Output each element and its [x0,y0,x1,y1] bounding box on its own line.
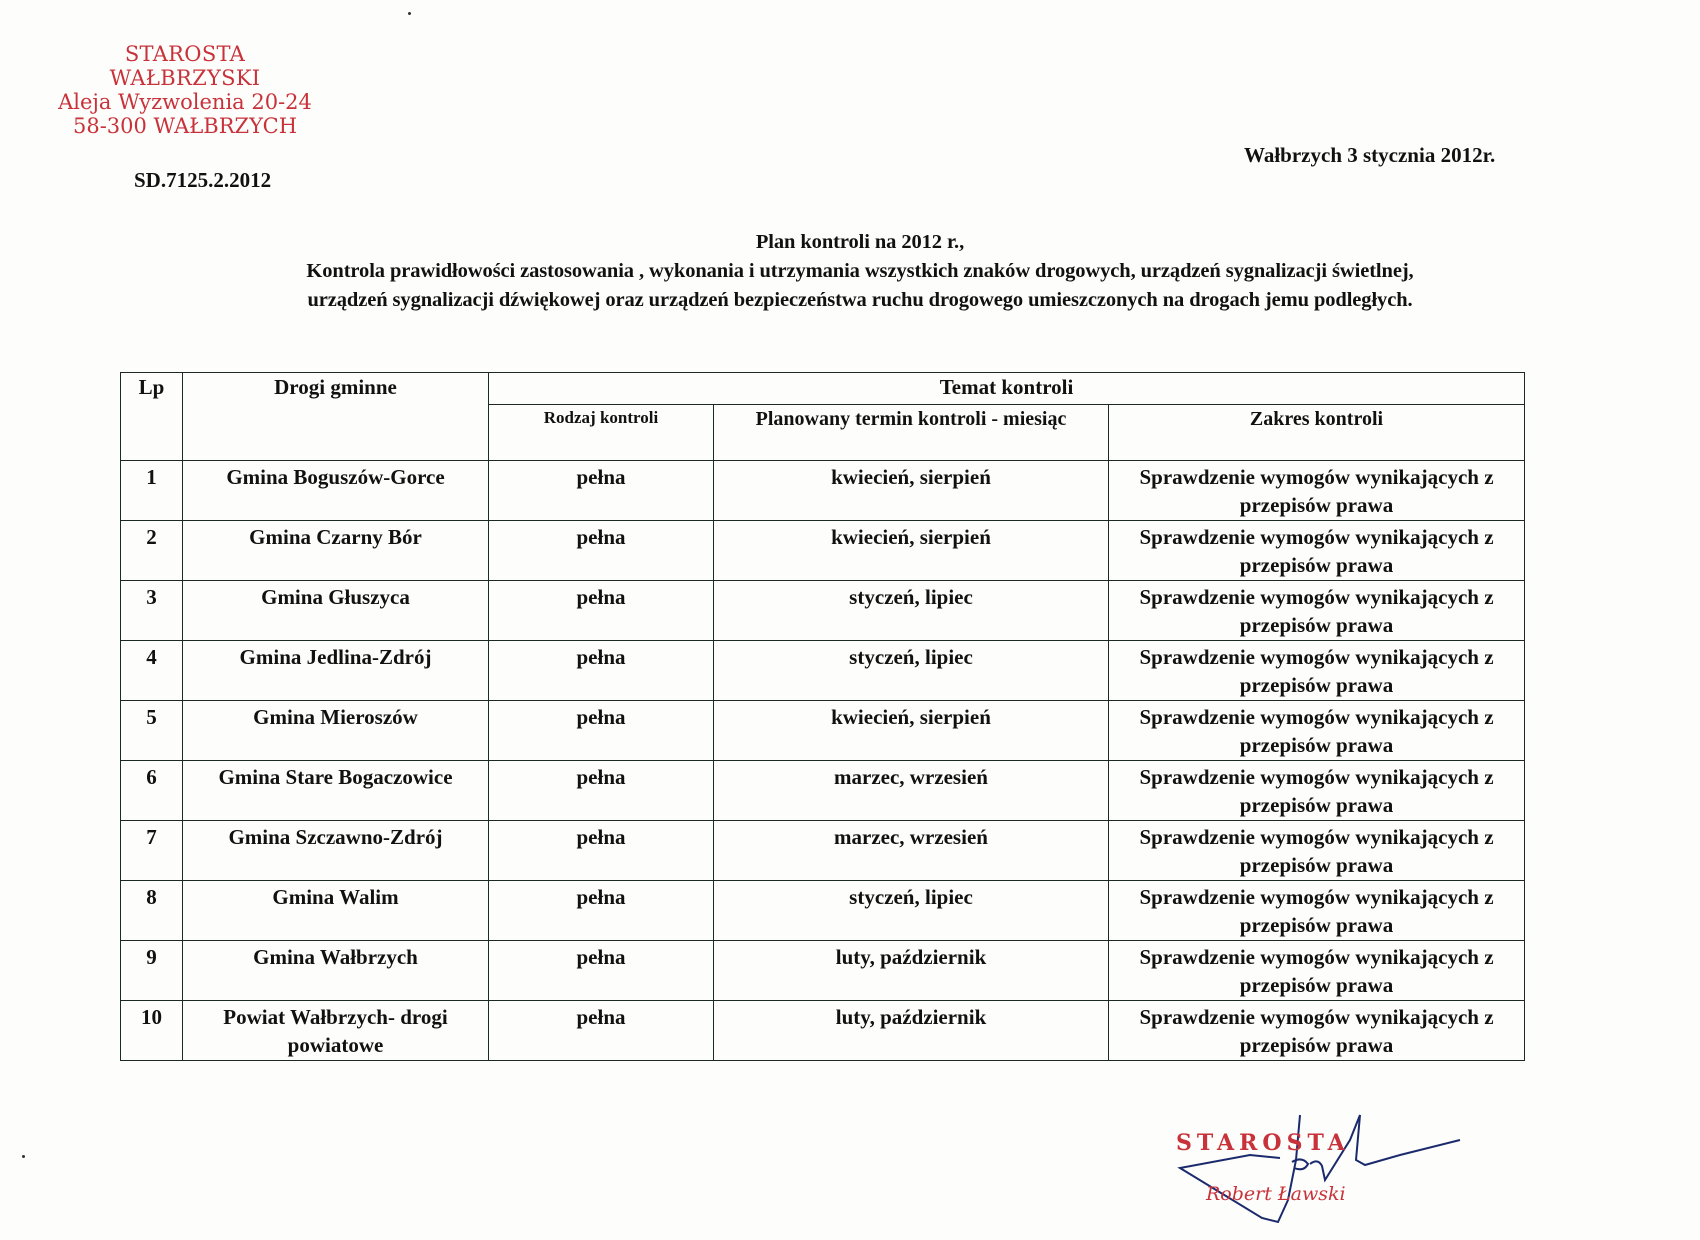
scan-speck [22,1155,25,1158]
cell-term: marzec, wrzesień [714,821,1109,881]
cell-term: marzec, wrzesień [714,761,1109,821]
signature-name: Robert Ławski [1206,1183,1346,1205]
cell-scope: Sprawdzenie wymogów wynikających z przepisów prawa [1109,761,1525,821]
cell-road: Gmina Szczawno-Zdrój [183,821,489,881]
cell-term: luty, październik [714,1001,1109,1061]
document-date: Wałbrzych 3 stycznia 2012r. [1244,143,1496,167]
cell-lp: 5 [121,701,183,761]
cell-road: Gmina Walim [183,881,489,941]
cell-road: Gmina Jedlina-Zdrój [183,641,489,701]
cell-lp: 10 [121,1001,183,1061]
table-row [121,761,1525,821]
cell-type: pełna [489,821,714,881]
cell-lp: 6 [121,761,183,821]
scan-speck [408,12,411,15]
cell-scope: Sprawdzenie wymogów wynikających z przepisów prawa [1109,641,1525,701]
cell-scope: Sprawdzenie wymogów wynikających z przepisów prawa [1109,461,1525,521]
table-row [121,941,1525,1001]
signature-icon [1160,1100,1480,1230]
table-row [121,701,1525,761]
title-line-3: urządzeń sygnalizacji dźwiękowej oraz urządzeń bezpieczeństwa ruchu drogowego umieszczonych na drogach jemu podległych. [307,289,1413,311]
cell-type: pełna [489,701,714,761]
cell-term: kwiecień, sierpień [714,461,1109,521]
cell-road: Gmina Boguszów-Gorce [183,461,489,521]
control-plan-table [120,372,1525,1061]
cell-road: Gmina Głuszyca [183,581,489,641]
document-title [150,228,1570,315]
cell-lp: 8 [121,881,183,941]
cell-type: pełna [489,1001,714,1061]
table-row [121,521,1525,581]
cell-road: Gmina Mieroszów [183,701,489,761]
cell-lp: 3 [121,581,183,641]
cell-scope: Sprawdzenie wymogów wynikających z przepisów prawa [1109,521,1525,581]
stamp-office: STAROSTA WAŁBRZYSKI [109,42,261,90]
cell-type: pełna [489,761,714,821]
cell-lp: 1 [121,461,183,521]
cell-type: pełna [489,461,714,521]
cell-scope: Sprawdzenie wymogów wynikających z przepisów prawa [1109,881,1525,941]
cell-road: Gmina Stare Bogaczowice [183,761,489,821]
header-lp: Lp [121,373,183,461]
cell-road: Powiat Wałbrzych- drogi powiatowe [183,1001,489,1061]
stamp-street: Aleja Wyzwolenia 20-24 [58,90,312,114]
table-row [121,821,1525,881]
cell-scope: Sprawdzenie wymogów wynikających z przepisów prawa [1109,581,1525,641]
header-type: Rodzaj kontroli [489,405,714,461]
table-row [121,461,1525,521]
cell-road: Gmina Czarny Bór [183,521,489,581]
cell-type: pełna [489,521,714,581]
cell-term: luty, październik [714,941,1109,1001]
cell-scope: Sprawdzenie wymogów wynikających z przepisów prawa [1109,941,1525,1001]
cell-term: styczeń, lipiec [714,881,1109,941]
stamp-city: 58-300 WAŁBRZYCH [72,114,298,138]
table-row [121,641,1525,701]
cell-scope: Sprawdzenie wymogów wynikających z przepisów prawa [1109,821,1525,881]
title-line-2: Kontrola prawidłowości zastosowania , wykonania i utrzymania wszystkich znaków drogowych, urządzeń sygnalizacji świetlnej, [306,260,1414,282]
cell-term: kwiecień, sierpień [714,521,1109,581]
cell-scope: Sprawdzenie wymogów wynikających z przepisów prawa [1109,1001,1525,1061]
table-row [121,1001,1525,1061]
title-line-1: Plan kontroli na 2012 r., [755,231,965,253]
reference-number: SD.7125.2.2012 [134,168,272,192]
cell-lp: 9 [121,941,183,1001]
cell-lp: 7 [121,821,183,881]
cell-term: kwiecień, sierpień [714,701,1109,761]
cell-scope: Sprawdzenie wymogów wynikających z przepisów prawa [1109,701,1525,761]
cell-term: styczeń, lipiec [714,641,1109,701]
cell-lp: 2 [121,521,183,581]
header-term: Planowany termin kontroli - miesiąc [714,405,1109,461]
header-scope: Zakres kontroli [1109,405,1525,461]
letterhead-stamp [50,42,320,138]
cell-road: Gmina Wałbrzych [183,941,489,1001]
table-row [121,581,1525,641]
cell-term: styczeń, lipiec [714,581,1109,641]
header-roads: Drogi gminne [183,373,489,461]
cell-lp: 4 [121,641,183,701]
header-topic: Temat kontroli [489,373,1525,405]
cell-type: pełna [489,881,714,941]
signature-title: STAROSTA [1176,1130,1350,1156]
cell-type: pełna [489,941,714,1001]
cell-type: pełna [489,581,714,641]
cell-type: pełna [489,641,714,701]
table-row [121,881,1525,941]
